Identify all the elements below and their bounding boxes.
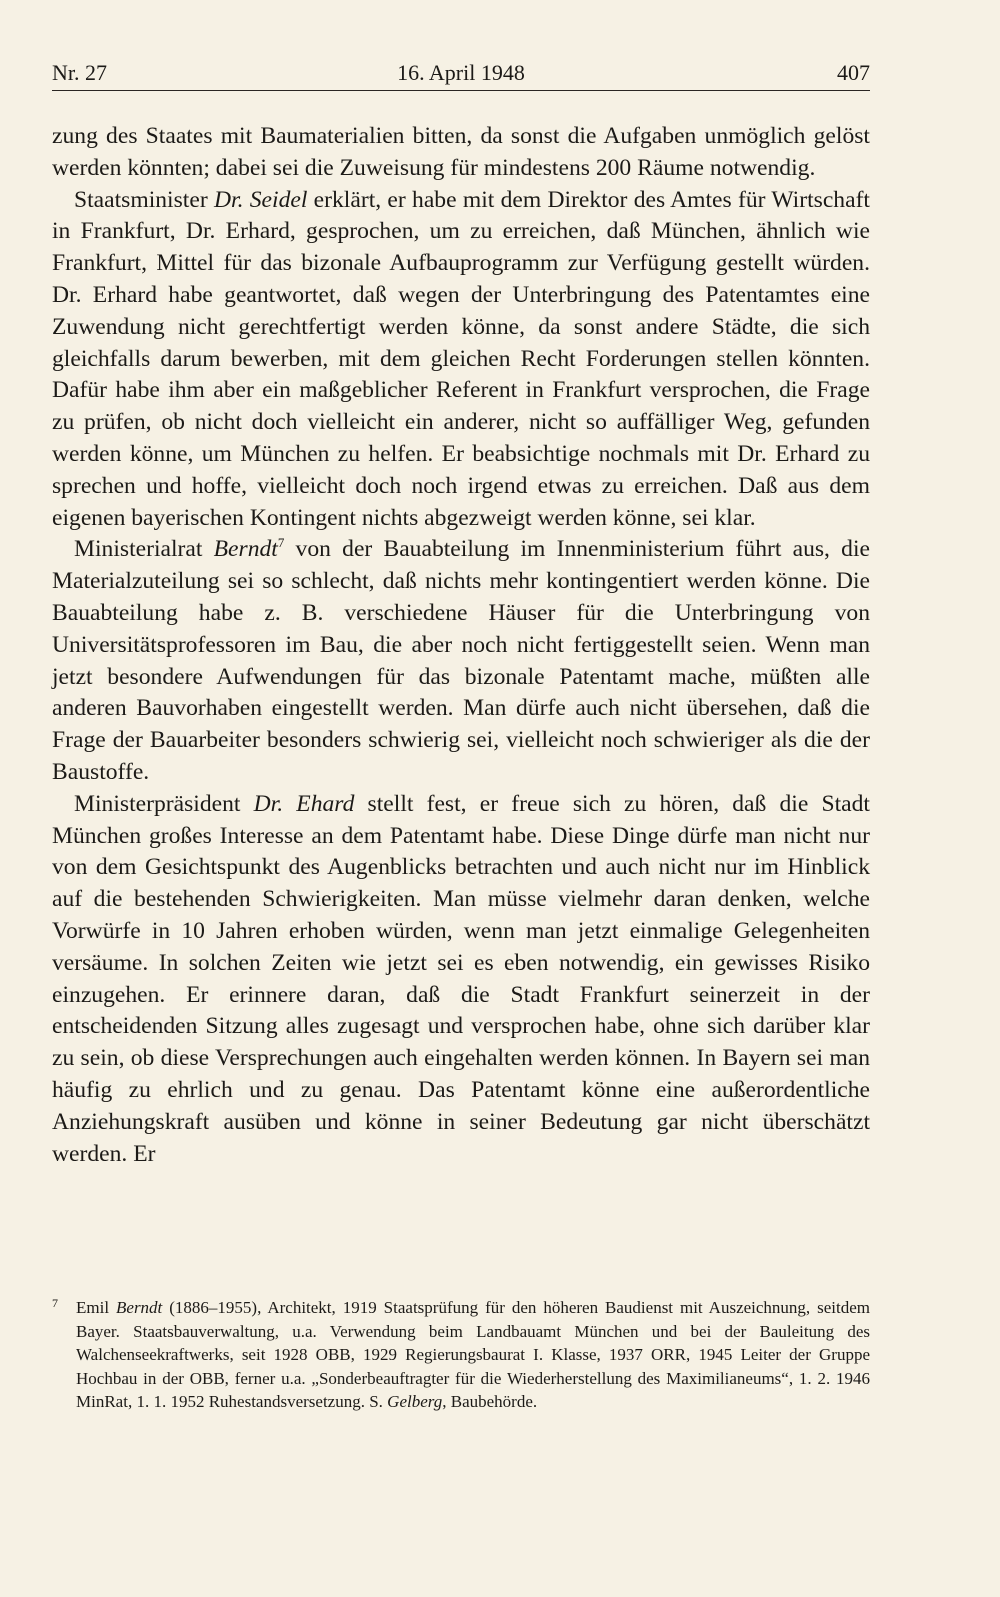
speaker-name: Dr. Seidel	[213, 186, 308, 213]
header-date: 16. April 1948	[397, 60, 525, 85]
footnote-text: Emil Berndt (1886–1955), Architekt, 1919 Staatsprüfung für den höheren Baudienst mit Auszeichnung, seitdem Bayer. Staatsbauverwaltung, u.a. Verwendung beim Landbauamt München und bei der Bauleitung des Walchenseekraftwerks, seit 1928 OBB, 1929 Regierungsbaurat I. Klasse, 1937 ORR, 1945 Leiter der Gruppe Hochbau in der OBB, ferner u.a. „Sonderbeauftragter für die Wiederherstellung des Maximilianeums“, 1. 2. 1946 MinRat, 1. 1. 1952 Ruhestandsversetzung. S. Gelberg, Baubehörde.	[76, 1298, 870, 1411]
footnote-name: Berndt	[116, 1298, 163, 1317]
paragraph-4: Ministerpräsident Dr. Ehard stellt fest, er freue sich zu hören, daß die Stadt München großes Interesse an dem Patentamt habe. Diese Dinge dürfe man nicht nur von dem Gesichtspunkt des Augenblicks betrachten und auch nicht nur im Hinblick auf die bestehenden Schwierigkeiten. Man müsse vielmehr daran denken, welche Vorwürfe in 10 Jahren erhoben würden, wenn man jetzt einmalige Gelegenheiten versäume. In solchen Zeiten wie jetzt sei es eben notwendig, ein gewisses Risiko einzugehen. Er erinnere daran, daß die Stadt Frankfurt seinerzeit in der entscheidenden Sitzung alles zugesagt und versprochen habe, ohne sich darüber klar zu sein, ob diese Versprechungen auch eingehalten werden können. In Bayern sei man häufig zu ehrlich und zu genau. Das Patentamt könne eine außerordentliche Anziehungskraft ausüben und könne in seiner Bedeutung gar nicht überschätzt werden. Er	[52, 790, 870, 1167]
speaker-name: Dr. Ehard	[253, 790, 355, 817]
paragraph-3: Ministerialrat Berndt$^7$ von der Bauabteilung im Innenministerium führt aus, die Materialzuteilung sei so schlecht, daß nichts mehr kontingentiert werden könne. Die Bauabteilung habe z. B. verschiedene Häuser für die Unterbringung von Universitätsprofessoren im Bau, die aber noch nicht fertiggestellt seien. Wenn man jetzt besondere Aufwendungen für das bizonale Patentamt mache, müßten alle anderen Bauvorhaben eingestellt werden. Man dürfe auch nicht übersehen, daß die Frage der Bauarbeiter besonders schwierig sei, vielleicht noch schwieriger als die der Baustoffe.	[52, 535, 870, 785]
main-text	[52, 121, 870, 1170]
footnote-citation: Gelberg	[387, 1392, 443, 1411]
footnote-mark: 7	[52, 1296, 58, 1310]
issue-number: Nr. 27	[52, 60, 107, 85]
footnote-reference[interactable]: 7	[277, 535, 285, 551]
page-number: 407	[837, 60, 870, 85]
speaker-name: Berndt	[213, 536, 278, 563]
paragraph-1: zung des Staates mit Baumaterialien bitten, da sonst die Aufgaben unmöglich gelöst werden könnten; dabei sei die Zuweisung für mindestens 200 Räume notwendig.	[52, 123, 870, 181]
running-header	[52, 58, 870, 88]
footnote-7	[52, 1296, 870, 1414]
header-rule	[52, 90, 870, 91]
paragraph-2: Staatsminister Dr. Seidel erklärt, er habe mit dem Direktor des Amtes für Wirtschaft in Frankfurt, Dr. Erhard, gesprochen, um zu erreichen, daß München, ähnlich wie Frankfurt, Mittel für das bizonale Aufbauprogramm zur Verfügung gestellt würden. Dr. Erhard habe geantwortet, daß wegen der Unterbringung des Patentamtes eine Zuwendung nicht gerechtfertigt werden könne, da sonst andere Städte, die sich gleichfalls darum bewerben, mit dem gleichen Recht Forderungen stellen könnten. Dafür habe ihm aber ein maßgeblicher Referent in Frankfurt versprochen, die Frage zu prüfen, ob nicht doch vielleicht ein anderer, nicht so auffälliger Weg, gefunden werden könne, um München zu helfen. Er beabsichtige nochmals mit Dr. Erhard zu sprechen und hoffe, vielleicht doch noch irgend etwas zu erreichen. Daß aus dem eigenen bayerischen Kontingent nichts abgezweigt werden könne, sei klar.	[52, 186, 870, 531]
